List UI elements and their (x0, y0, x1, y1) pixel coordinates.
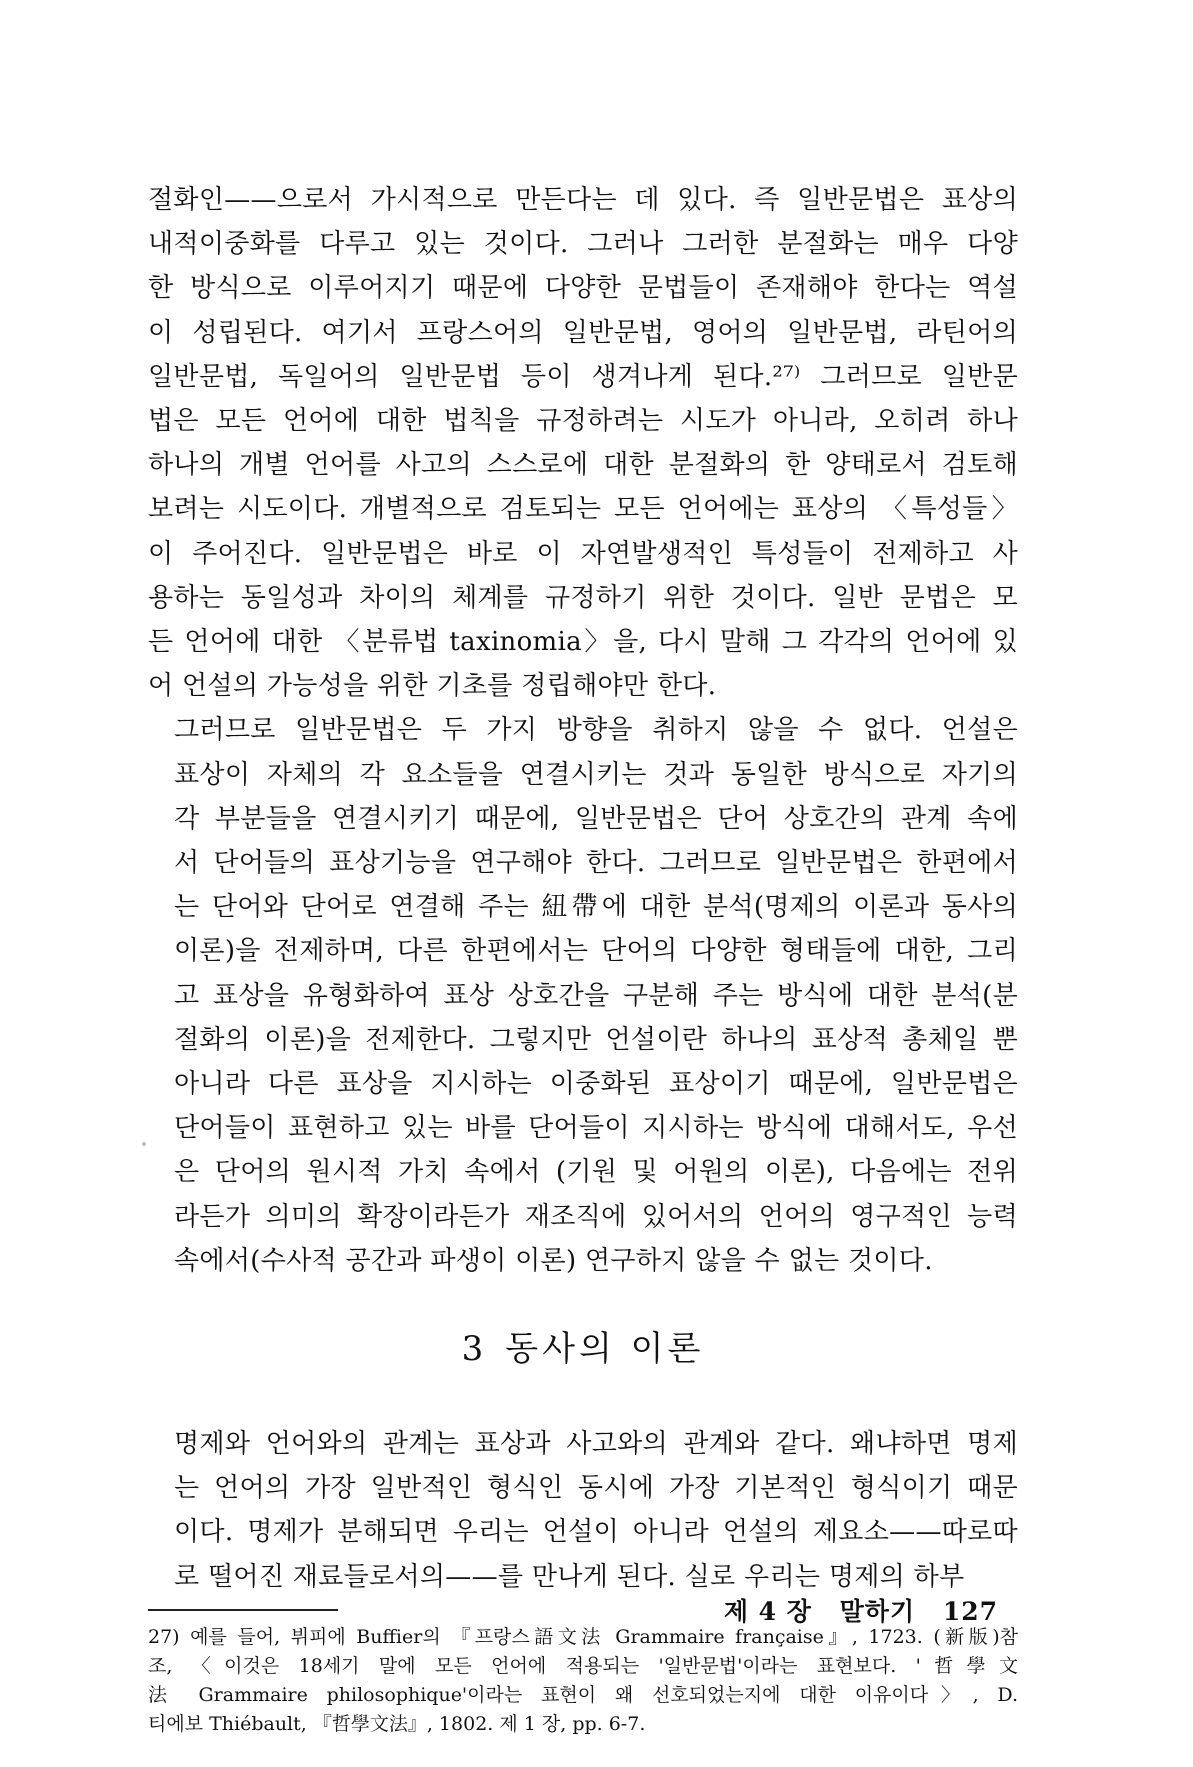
paragraph-2-line: 서 단어들의 표상기능을 연구해야 한다. 그러므로 일반문법은 한편에서 (174, 848, 1018, 879)
paragraph-1-line: 한 방식으로 이루어지기 때문에 다양한 문법들이 존재해야 한다는 역설 (148, 273, 1018, 304)
section-number: 3 (461, 1329, 488, 1370)
paragraph-2-line: 각 부분들을 연결시키기 때문에, 일반문법은 단어 상호간의 관계 속에 (174, 803, 1018, 834)
paragraph-1-line: 이 성립된다. 여기서 프랑스어의 일반문법, 영어의 일반문법, 라틴어의 (148, 317, 1018, 348)
paragraph-2-line: 아니라 다른 표상을 지시하는 이중화된 표상이기 때문에, 일반문법은 (174, 1069, 1018, 1100)
paragraph-2-line: 은 단어의 원시적 가치 속에서 (기원 및 어원의 이론), 다음에는 전위 (174, 1157, 1018, 1188)
paragraph-2-line: 표상이 자체의 각 요소들을 연결시키는 것과 동일한 방식으로 자기의 (174, 759, 1018, 790)
paragraph-1-line: 보려는 시도이다. 개별적으로 검토되는 모든 언어에는 표상의 〈특성들〉 (148, 494, 1018, 525)
paragraph-1-line: 절화인——으로서 가시적으로 만든다는 데 있다. 즉 일반문법은 표상의 (148, 185, 1018, 215)
footnote-rule (148, 1609, 338, 1611)
paragraph-2-line: 절화의 이론)을 전제한다. 그렇지만 언설이란 하나의 표상적 총체일 뿐 (174, 1024, 1018, 1055)
paragraph-2 (148, 708, 1018, 1283)
paragraph-2-line: 단어들이 표현하고 있는 바를 단어들이 지시하는 방식에 대해서도, 우선 (174, 1113, 1018, 1144)
paragraph-1-line: 용하는 동일성과 차이의 체계를 규정하기 위한 것이다. 일반 문법은 모 (148, 582, 1018, 613)
footnote-line: 티에보 Thiébault, 『哲學文法』, 1802. 제 1 장, pp. 6-7. (148, 1712, 646, 1735)
paragraph-1-line: 일반문법, 독일어의 일반문법 등이 생겨나게 된다.²⁷⁾ 그러므로 일반문 (148, 361, 1018, 392)
paragraph-1-line: 이 주어진다. 일반문법은 바로 이 자연발생적인 특성들이 전제하고 사 (148, 538, 1018, 569)
page-footer (724, 1592, 998, 1628)
paragraph-2-line: 는 단어와 단어로 연결해 주는 紐帶에 대한 분석(명제의 이론과 동사의 (174, 892, 1018, 923)
footnote-line: 조, 〈이것은 18세기 말에 모든 언어에 적용되는 '일반문법'이라는 표현보다. '哲學文 (148, 1654, 1018, 1677)
chapter-label: 제 4 장 (723, 1597, 812, 1626)
section-title: 동사의 이론 (505, 1329, 705, 1370)
section-paragraph-line: 이다. 명제가 분해되면 우리는 언설이 아니라 언설의 제요소——따로따 (174, 1517, 1018, 1548)
paragraph-1 (148, 178, 1018, 708)
footnote-line: 27) 예를 들어, 뷔피에 Buffier의 『프랑스語文法 Grammaire française』, 1723. (新版)참 (148, 1625, 1018, 1648)
section-paragraph-line: 로 떨어진 재료들로서의——를 만나게 된다. 실로 우리는 명제의 하부 (174, 1561, 965, 1592)
scan-speck (142, 1142, 146, 1146)
page-number: 127 (942, 1597, 998, 1626)
paragraph-2-line: 그러므로 일반문법은 두 가지 방향을 취하지 않을 수 없다. 언설은 (174, 715, 1018, 746)
paragraph-2-line: 고 표상을 유형화하여 표상 상호간을 구분해 주는 방식에 대한 분석(분 (174, 980, 1018, 1011)
section-paragraph-line: 명제와 언어와의 관계는 표상과 사고와의 관계와 같다. 왜냐하면 명제 (174, 1429, 1018, 1460)
paragraph-2-line: 라든가 의미의 확장이라든가 재조직에 있어서의 언어의 영구적인 능력 (174, 1201, 1018, 1232)
footnote-line: 法 Grammaire philosophique'이라는 표현이 왜 선호되었는지에 대한 이유이다〉, D. (148, 1683, 1018, 1706)
paragraph-1-line: 법은 모든 언어에 대한 법칙을 규정하려는 시도가 아니라, 오히려 하나 (148, 406, 1018, 437)
paragraph-2-line: 이론)을 전제하며, 다른 한편에서는 단어의 다양한 형태들에 대한, 그리 (174, 936, 1018, 967)
paragraph-2-line: 속에서(수사적 공간과 파생이 이론) 연구하지 않을 수 없는 것이다. (174, 1245, 933, 1276)
paragraph-1-line: 어 언설의 가능성을 위한 기초를 정립해야만 한다. (148, 671, 717, 702)
chapter-title: 말하기 (839, 1597, 916, 1626)
page-body (148, 178, 1018, 1739)
paragraph-1-line: 내적이중화를 다루고 있는 것이다. 그러나 그러한 분절화는 매우 다양 (148, 229, 1018, 260)
footnote (148, 1623, 1018, 1739)
paragraph-1-line: 든 언어에 대한 〈분류법 taxinomia〉을, 다시 말해 그 각각의 언어에 있 (148, 627, 1018, 658)
paragraph-1-line: 하나의 개별 언어를 사고의 스스로에 대한 분절화의 한 양태로서 검토해 (148, 450, 1018, 481)
section-paragraph-line: 는 언어의 가장 일반적인 형식인 동시에 가장 기본적인 형식이기 때문 (174, 1473, 1018, 1504)
section-heading (148, 1321, 1018, 1370)
section-paragraph (148, 1422, 1018, 1599)
